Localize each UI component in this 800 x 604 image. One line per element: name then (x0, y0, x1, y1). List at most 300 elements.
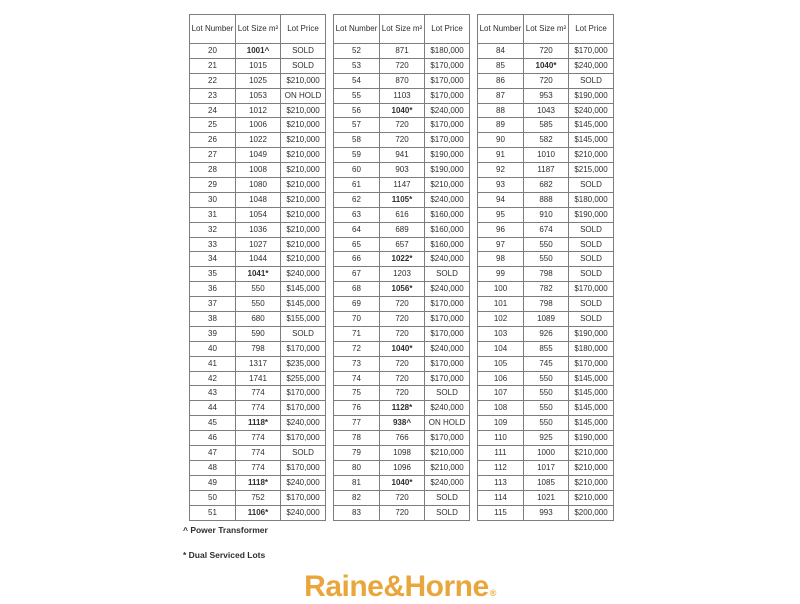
table-row (190, 416, 326, 431)
lot-price-cell: $190,000 (569, 207, 614, 222)
lot-size-cell: 782 (524, 282, 569, 297)
lot-price-cell: $145,000 (281, 282, 326, 297)
lot-price-cell: $210,000 (569, 446, 614, 461)
lot-size-cell: 938^ (380, 416, 425, 431)
lot-size-cell: 953 (524, 88, 569, 103)
lot-price-cell: $170,000 (281, 341, 326, 356)
table-body (190, 44, 326, 521)
lot-price-cell: $145,000 (569, 386, 614, 401)
lot-size-cell: 616 (380, 207, 425, 222)
table-row (190, 58, 326, 73)
lot-size-cell: 720 (524, 44, 569, 59)
lot-number-cell: 106 (478, 371, 524, 386)
lot-number-cell: 48 (190, 460, 236, 475)
lot-number-cell: 44 (190, 401, 236, 416)
lot-size-cell: 1027 (236, 237, 281, 252)
lot-price-cell: $235,000 (281, 356, 326, 371)
lot-size-cell: 774 (236, 446, 281, 461)
table-row (190, 490, 326, 505)
lot-size-cell: 720 (524, 73, 569, 88)
lot-number-cell: 56 (334, 103, 380, 118)
lot-price-cell: $240,000 (569, 103, 614, 118)
lot-size-cell: 1106* (236, 505, 281, 520)
lot-price-cell: $170,000 (425, 58, 470, 73)
lot-number-cell: 30 (190, 192, 236, 207)
table-row (478, 401, 614, 416)
lot-number-cell: 33 (190, 237, 236, 252)
lot-size-cell: 910 (524, 207, 569, 222)
table-header (478, 15, 614, 44)
lot-price-cell: $210,000 (281, 178, 326, 193)
table-row (334, 312, 470, 327)
lot-number-cell: 22 (190, 73, 236, 88)
lot-number-cell: 32 (190, 222, 236, 237)
lot-number-cell: 110 (478, 431, 524, 446)
lot-number-cell: 93 (478, 178, 524, 193)
lot-price-cell: $240,000 (281, 505, 326, 520)
lot-size-cell: 752 (236, 490, 281, 505)
lot-size-cell: 550 (524, 416, 569, 431)
table-header (190, 15, 326, 44)
lot-price-cell: SOLD (569, 73, 614, 88)
lot-size-cell: 1006 (236, 118, 281, 133)
lot-number-cell: 20 (190, 44, 236, 59)
lot-number-cell: 37 (190, 297, 236, 312)
table-row (334, 371, 470, 386)
lot-number-cell: 87 (478, 88, 524, 103)
lot-price-cell: $210,000 (425, 178, 470, 193)
lot-size-cell: 1008 (236, 163, 281, 178)
table-row (334, 192, 470, 207)
lot-size-cell: 1025 (236, 73, 281, 88)
table-row (190, 118, 326, 133)
table-row (190, 44, 326, 59)
lot-price-cell: SOLD (425, 490, 470, 505)
table-row (478, 371, 614, 386)
lot-price-cell: $180,000 (569, 192, 614, 207)
lot-size-cell: 1203 (380, 267, 425, 282)
table-row (334, 326, 470, 341)
price-tables (189, 14, 611, 521)
lot-size-cell: 774 (236, 431, 281, 446)
lot-price-cell: ON HOLD (281, 88, 326, 103)
lot-price-cell: $210,000 (569, 460, 614, 475)
lot-number-cell: 81 (334, 475, 380, 490)
lot-number-cell: 113 (478, 475, 524, 490)
lot-number-cell: 92 (478, 163, 524, 178)
lot-price-cell: $210,000 (281, 103, 326, 118)
lot-price-cell: SOLD (569, 178, 614, 193)
lot-size-cell: 1317 (236, 356, 281, 371)
table-row (334, 73, 470, 88)
lot-price-cell: $210,000 (281, 237, 326, 252)
column-header: Lot Number (334, 15, 380, 44)
lot-size-cell: 925 (524, 431, 569, 446)
table-row (334, 252, 470, 267)
lot-price-cell: $240,000 (281, 416, 326, 431)
table-row (478, 446, 614, 461)
lot-number-cell: 79 (334, 446, 380, 461)
lot-price-cell: $170,000 (569, 282, 614, 297)
lot-price-cell: $160,000 (425, 237, 470, 252)
lot-size-cell: 1128* (380, 401, 425, 416)
lot-price-cell: $170,000 (569, 356, 614, 371)
table-row (478, 58, 614, 73)
lot-number-cell: 69 (334, 297, 380, 312)
column-header: Lot Number (478, 15, 524, 44)
lot-price-cell: SOLD (425, 267, 470, 282)
table-row (478, 133, 614, 148)
table-row (190, 282, 326, 297)
lot-number-cell: 49 (190, 475, 236, 490)
lot-number-cell: 102 (478, 312, 524, 327)
lot-price-cell: SOLD (281, 58, 326, 73)
lot-size-cell: 550 (236, 282, 281, 297)
lot-price-cell: $180,000 (569, 341, 614, 356)
lot-size-cell: 657 (380, 237, 425, 252)
lot-size-cell: 720 (380, 386, 425, 401)
lot-price-cell: $210,000 (281, 118, 326, 133)
table-row (334, 237, 470, 252)
lot-size-cell: 550 (524, 237, 569, 252)
table-row (478, 431, 614, 446)
lot-size-cell: 582 (524, 133, 569, 148)
lot-size-cell: 1105* (380, 192, 425, 207)
lot-price-cell: $145,000 (569, 133, 614, 148)
lot-price-cell: SOLD (569, 222, 614, 237)
lot-price-cell: $170,000 (281, 431, 326, 446)
lot-price-cell: $240,000 (425, 282, 470, 297)
lot-price-cell: $170,000 (281, 490, 326, 505)
lot-price-cell: $190,000 (425, 148, 470, 163)
table-row (190, 312, 326, 327)
lot-size-cell: 1741 (236, 371, 281, 386)
registered-mark-icon: ® (489, 587, 496, 598)
table-row (478, 178, 614, 193)
lot-size-cell: 689 (380, 222, 425, 237)
lot-number-cell: 40 (190, 341, 236, 356)
lot-number-cell: 100 (478, 282, 524, 297)
lot-size-cell: 941 (380, 148, 425, 163)
lot-size-cell: 550 (524, 252, 569, 267)
lot-number-cell: 64 (334, 222, 380, 237)
column-header: Lot Price (281, 15, 326, 44)
lot-price-cell: $170,000 (425, 431, 470, 446)
lot-number-cell: 114 (478, 490, 524, 505)
table-row (478, 237, 614, 252)
table-row (334, 341, 470, 356)
lot-number-cell: 25 (190, 118, 236, 133)
lot-price-cell: $210,000 (281, 192, 326, 207)
lot-price-cell: SOLD (569, 237, 614, 252)
lot-size-cell: 1021 (524, 490, 569, 505)
lot-price-cell: $210,000 (569, 148, 614, 163)
lot-price-cell: $170,000 (425, 88, 470, 103)
lot-size-cell: 774 (236, 460, 281, 475)
table-row (190, 460, 326, 475)
lot-size-cell: 903 (380, 163, 425, 178)
lot-price-cell: $210,000 (569, 490, 614, 505)
lot-size-cell: 1040* (524, 58, 569, 73)
lot-price-cell: SOLD (281, 446, 326, 461)
lot-size-cell: 1017 (524, 460, 569, 475)
lot-price-cell: $170,000 (425, 297, 470, 312)
lot-number-cell: 94 (478, 192, 524, 207)
lot-size-cell: 1022 (236, 133, 281, 148)
lot-price-cell: $145,000 (569, 416, 614, 431)
table-row (190, 252, 326, 267)
table-row (190, 267, 326, 282)
lot-number-cell: 84 (478, 44, 524, 59)
lot-size-cell: 870 (380, 73, 425, 88)
column-header: Lot Size m² (380, 15, 425, 44)
lot-number-cell: 58 (334, 133, 380, 148)
lot-size-cell: 720 (380, 297, 425, 312)
table-row (334, 58, 470, 73)
table-row (478, 192, 614, 207)
lot-size-cell: 1036 (236, 222, 281, 237)
lot-price-cell: $240,000 (425, 192, 470, 207)
lot-number-cell: 76 (334, 401, 380, 416)
lot-number-cell: 89 (478, 118, 524, 133)
lot-size-cell: 720 (380, 58, 425, 73)
lot-price-cell: $190,000 (425, 163, 470, 178)
lot-size-cell: 745 (524, 356, 569, 371)
lot-number-cell: 75 (334, 386, 380, 401)
table-row (478, 505, 614, 520)
lot-number-cell: 104 (478, 341, 524, 356)
lot-price-cell: $255,000 (281, 371, 326, 386)
lot-number-cell: 27 (190, 148, 236, 163)
lot-number-cell: 95 (478, 207, 524, 222)
lot-price-cell: SOLD (569, 312, 614, 327)
lot-number-cell: 60 (334, 163, 380, 178)
lot-price-cell: ON HOLD (425, 416, 470, 431)
lot-number-cell: 97 (478, 237, 524, 252)
lot-size-cell: 1118* (236, 416, 281, 431)
lot-number-cell: 108 (478, 401, 524, 416)
lot-number-cell: 39 (190, 326, 236, 341)
lot-size-cell: 680 (236, 312, 281, 327)
table-row (478, 356, 614, 371)
lot-size-cell: 766 (380, 431, 425, 446)
lot-size-cell: 682 (524, 178, 569, 193)
lot-price-cell: $210,000 (425, 460, 470, 475)
lot-size-cell: 720 (380, 371, 425, 386)
lot-number-cell: 80 (334, 460, 380, 475)
table-row (190, 401, 326, 416)
table-row (334, 44, 470, 59)
lot-price-cell: $145,000 (281, 297, 326, 312)
table-row (190, 192, 326, 207)
lot-size-cell: 1089 (524, 312, 569, 327)
logo-row (189, 570, 611, 604)
lot-number-cell: 98 (478, 252, 524, 267)
table-row (190, 88, 326, 103)
table-row (334, 163, 470, 178)
lot-number-cell: 24 (190, 103, 236, 118)
lot-size-cell: 1012 (236, 103, 281, 118)
price-table-lots-20-51 (189, 14, 326, 521)
table-row (334, 416, 470, 431)
table-row (190, 431, 326, 446)
lot-size-cell: 1022* (380, 252, 425, 267)
lot-number-cell: 23 (190, 88, 236, 103)
lot-number-cell: 83 (334, 505, 380, 520)
table-row (334, 148, 470, 163)
lot-size-cell: 926 (524, 326, 569, 341)
table-row (190, 178, 326, 193)
lot-number-cell: 71 (334, 326, 380, 341)
column-header: Lot Size m² (236, 15, 281, 44)
lot-number-cell: 111 (478, 446, 524, 461)
lot-price-cell: SOLD (281, 326, 326, 341)
lot-size-cell: 798 (524, 297, 569, 312)
table-row (334, 103, 470, 118)
lot-size-cell: 585 (524, 118, 569, 133)
lot-price-cell: $210,000 (425, 446, 470, 461)
lot-size-cell: 888 (524, 192, 569, 207)
lot-size-cell: 1049 (236, 148, 281, 163)
table-row (190, 73, 326, 88)
lot-number-cell: 63 (334, 207, 380, 222)
lot-price-cell: $170,000 (425, 371, 470, 386)
lot-size-cell: 1041* (236, 267, 281, 282)
lot-price-cell: $240,000 (425, 103, 470, 118)
lot-number-cell: 43 (190, 386, 236, 401)
table-row (190, 237, 326, 252)
lot-price-cell: $240,000 (425, 475, 470, 490)
table-row (478, 88, 614, 103)
lot-number-cell: 45 (190, 416, 236, 431)
table-row (190, 222, 326, 237)
lot-number-cell: 41 (190, 356, 236, 371)
lot-size-cell: 1040* (380, 103, 425, 118)
lot-price-cell: $210,000 (281, 252, 326, 267)
lot-price-cell: $170,000 (281, 386, 326, 401)
table-row (334, 431, 470, 446)
table-row (190, 341, 326, 356)
table-row (334, 401, 470, 416)
lot-size-cell: 720 (380, 326, 425, 341)
lot-size-cell: 798 (236, 341, 281, 356)
lot-size-cell: 720 (380, 312, 425, 327)
lot-price-cell: $240,000 (569, 58, 614, 73)
lot-size-cell: 1000 (524, 446, 569, 461)
lot-number-cell: 99 (478, 267, 524, 282)
lot-price-cell: $240,000 (425, 341, 470, 356)
lot-number-cell: 67 (334, 267, 380, 282)
table-row (478, 163, 614, 178)
lot-price-cell: $240,000 (425, 252, 470, 267)
table-row (190, 133, 326, 148)
lot-size-cell: 993 (524, 505, 569, 520)
table-row (478, 326, 614, 341)
lot-size-cell: 1010 (524, 148, 569, 163)
lot-number-cell: 103 (478, 326, 524, 341)
lot-size-cell: 720 (380, 118, 425, 133)
table-row (478, 148, 614, 163)
lot-price-cell: $170,000 (425, 326, 470, 341)
lot-size-cell: 1085 (524, 475, 569, 490)
lot-number-cell: 51 (190, 505, 236, 520)
lot-size-cell: 1053 (236, 88, 281, 103)
lot-size-cell: 550 (524, 386, 569, 401)
lot-price-cell: $240,000 (281, 475, 326, 490)
lot-size-cell: 1054 (236, 207, 281, 222)
lot-number-cell: 47 (190, 446, 236, 461)
lot-size-cell: 1080 (236, 178, 281, 193)
lot-price-cell: SOLD (425, 386, 470, 401)
lot-number-cell: 34 (190, 252, 236, 267)
price-list-page (183, 0, 611, 604)
table-row (478, 44, 614, 59)
lot-size-cell: 1001^ (236, 44, 281, 59)
table-row (334, 178, 470, 193)
lot-price-cell: SOLD (569, 252, 614, 267)
lot-price-cell: $190,000 (569, 326, 614, 341)
lot-price-cell: $210,000 (281, 207, 326, 222)
logo-text: Raine&Horne (304, 569, 489, 603)
lot-number-cell: 85 (478, 58, 524, 73)
lot-number-cell: 70 (334, 312, 380, 327)
lot-number-cell: 57 (334, 118, 380, 133)
lot-size-cell: 798 (524, 267, 569, 282)
lot-price-cell: SOLD (281, 44, 326, 59)
lot-number-cell: 77 (334, 416, 380, 431)
table-row (478, 386, 614, 401)
table-row (478, 282, 614, 297)
lot-price-cell: $210,000 (281, 222, 326, 237)
lot-number-cell: 35 (190, 267, 236, 282)
footnote-power-transformer: ^ Power Transformer (183, 524, 268, 535)
table-row (334, 505, 470, 520)
lot-number-cell: 107 (478, 386, 524, 401)
lot-size-cell: 550 (236, 297, 281, 312)
lot-number-cell: 31 (190, 207, 236, 222)
lot-price-cell: $170,000 (281, 460, 326, 475)
lot-price-cell: SOLD (425, 505, 470, 520)
lot-size-cell: 720 (380, 356, 425, 371)
table-row (478, 267, 614, 282)
lot-price-cell: $190,000 (569, 88, 614, 103)
raine-and-horne-logo (304, 570, 496, 604)
lot-size-cell: 774 (236, 401, 281, 416)
lot-number-cell: 105 (478, 356, 524, 371)
lot-price-cell: $145,000 (569, 401, 614, 416)
table-row (334, 460, 470, 475)
lot-number-cell: 96 (478, 222, 524, 237)
footnote-dual-serviced-lots: * Dual Serviced Lots (183, 549, 266, 560)
table-row (334, 446, 470, 461)
lot-size-cell: 1187 (524, 163, 569, 178)
lot-price-cell: $170,000 (281, 401, 326, 416)
table-row (478, 222, 614, 237)
lot-number-cell: 91 (478, 148, 524, 163)
lot-number-cell: 109 (478, 416, 524, 431)
table-row (478, 312, 614, 327)
lot-price-cell: $240,000 (281, 267, 326, 282)
lot-number-cell: 46 (190, 431, 236, 446)
lot-size-cell: 1040* (380, 341, 425, 356)
lot-price-cell: $160,000 (425, 207, 470, 222)
table-row (190, 386, 326, 401)
lot-number-cell: 21 (190, 58, 236, 73)
table-header (334, 15, 470, 44)
column-header: Lot Size m² (524, 15, 569, 44)
table-row (478, 103, 614, 118)
lot-number-cell: 115 (478, 505, 524, 520)
